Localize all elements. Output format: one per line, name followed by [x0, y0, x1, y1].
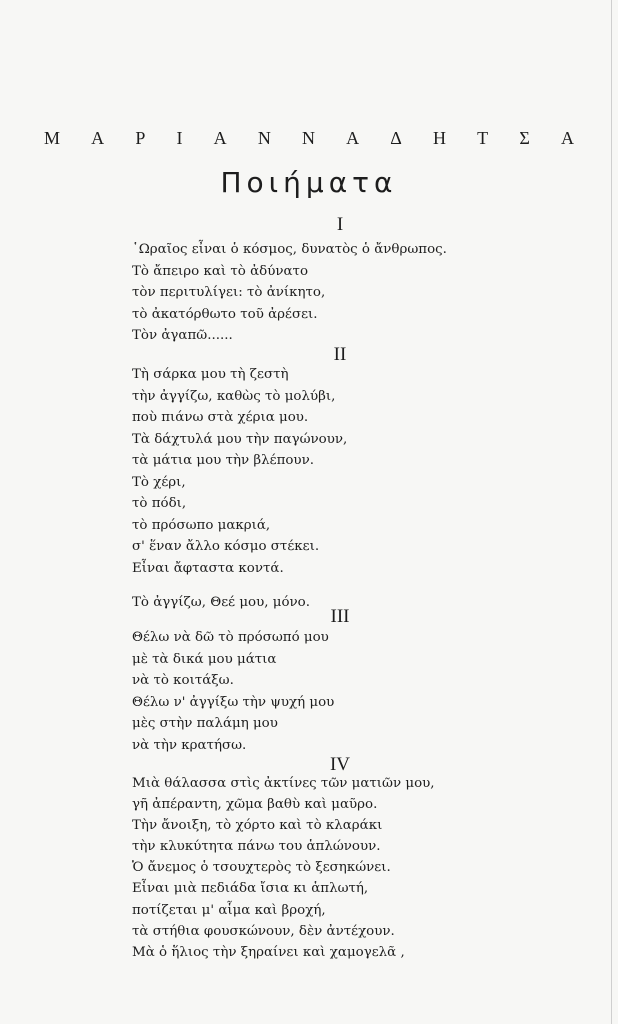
author-letter: Ν: [301, 128, 315, 148]
poem-line: τὴν ἀγγίζω, καθὼς τὸ μολύβι,: [132, 388, 336, 404]
poem-line: Ὁ ἄνεμος ὁ τσουχτερὸς τὸ ξεσηκώνει.: [132, 860, 391, 876]
poem-line: ποτίζεται μ' αἷμα καὶ βροχή,: [132, 902, 326, 918]
poem-numeral-2: II: [333, 344, 347, 365]
poem-numeral-3: III: [330, 606, 350, 627]
poem-line: Εἶναι μιὰ πεδιάδα ἴσια κι ἁπλωτή,: [132, 881, 369, 897]
poem-line: Θέλω ν' ἀγγίξω τὴν ψυχή μου: [132, 694, 335, 710]
poem-2: [132, 364, 572, 614]
poem-line: Τὰ δάχτυλά μου τὴν παγώνουν,: [132, 431, 348, 447]
poem-line: τὰ μάτια μου τὴν βλέπουν.: [132, 453, 314, 468]
poem-3: [132, 627, 572, 756]
poem-line: Τὸ χέρι,: [132, 474, 186, 490]
poem-line: Τὸ ἀγγίζω, Θεέ μου, μόνο.: [132, 595, 310, 610]
poem-line: τὸ ἀκατόρθωτο τοῦ ἀρέσει.: [132, 306, 318, 322]
poem-line: Εἶναι ἄφταστα κοντά.: [132, 560, 284, 576]
poem-numeral-4: IV: [329, 754, 351, 775]
poem-line: ῾Ωραῖος εἶναι ὁ κόσμος, δυνατὸς ὁ ἄνθρωπος.: [132, 242, 447, 257]
poem-line: σ' ἕναν ἄλλο κόσμο στέκει.: [132, 539, 320, 554]
poem-line: Τὴν ἄνοιξη, τὸ χόρτο καὶ τὸ κλαράκι: [132, 818, 383, 834]
poem-line: τὰ στήθια φουσκώνουν, δὲν ἀντέχουν.: [132, 923, 395, 939]
poem-line: Μιὰ θάλασσα στὶς ἀκτίνες τῶν ματιῶν μου,: [132, 776, 435, 791]
poem-line: Μὰ ὁ ἥλιος τὴν ξηραίνει καὶ χαμογελᾶ ,: [132, 944, 405, 960]
author-letter: Ρ: [135, 128, 146, 148]
author-name: [44, 128, 574, 149]
poem-line: τὸν περιτυλίγει: τὸ ἀνίκητο,: [132, 285, 326, 300]
poem-4: [132, 773, 572, 963]
poem-line: τὸ πρόσωπο μακριά,: [132, 517, 271, 533]
author-letter: Α: [346, 128, 360, 148]
author-letter: Σ: [519, 128, 530, 148]
author-letter: Α: [91, 128, 105, 148]
stanza-gap: [132, 579, 572, 592]
poem-line: Τὸν ἀγαπῶ......: [132, 328, 233, 343]
author-letter: Ν: [257, 128, 271, 148]
author-letter: Η: [433, 128, 447, 148]
author-letter: Δ: [390, 128, 402, 148]
poem-numeral-1: I: [336, 214, 344, 235]
poem-line: Τὴ σάρκα μου τὴ ζεστὴ: [132, 367, 289, 382]
poem-line: νὰ τὸ κοιτάξω.: [132, 673, 234, 688]
poem-line: Τὸ ἄπειρο καὶ τὸ ἀδύνατο: [132, 263, 309, 279]
author-letter: Μ: [44, 128, 61, 148]
poem-line: μὲς στὴν παλάμη μου: [132, 716, 278, 731]
poem-line: τὸ πόδι,: [132, 496, 187, 511]
author-letter: Ι: [176, 128, 183, 148]
author-letter: Α: [560, 128, 574, 148]
poem-line: τὴν κλυκύτητα πάνω του ἁπλώνουν.: [132, 839, 381, 855]
poem-line: νὰ τὴν κρατήσω.: [132, 737, 247, 753]
poem-line: μὲ τὰ δικά μου μάτια: [132, 651, 277, 667]
poem-line: ποὺ πιάνω στὰ χέρια μου.: [132, 410, 309, 425]
poem-1: [132, 239, 572, 347]
page-edge: [611, 0, 612, 1024]
page-title: Ποιήματα: [220, 166, 398, 199]
poem-line: γῆ ἀπέραντη, χῶμα βαθὺ καὶ μαῦρο.: [132, 797, 378, 813]
poem-line: Θέλω νὰ δῶ τὸ πρόσωπό μου: [132, 630, 329, 645]
author-letter: Τ: [477, 128, 489, 148]
author-letter: Α: [213, 128, 227, 148]
